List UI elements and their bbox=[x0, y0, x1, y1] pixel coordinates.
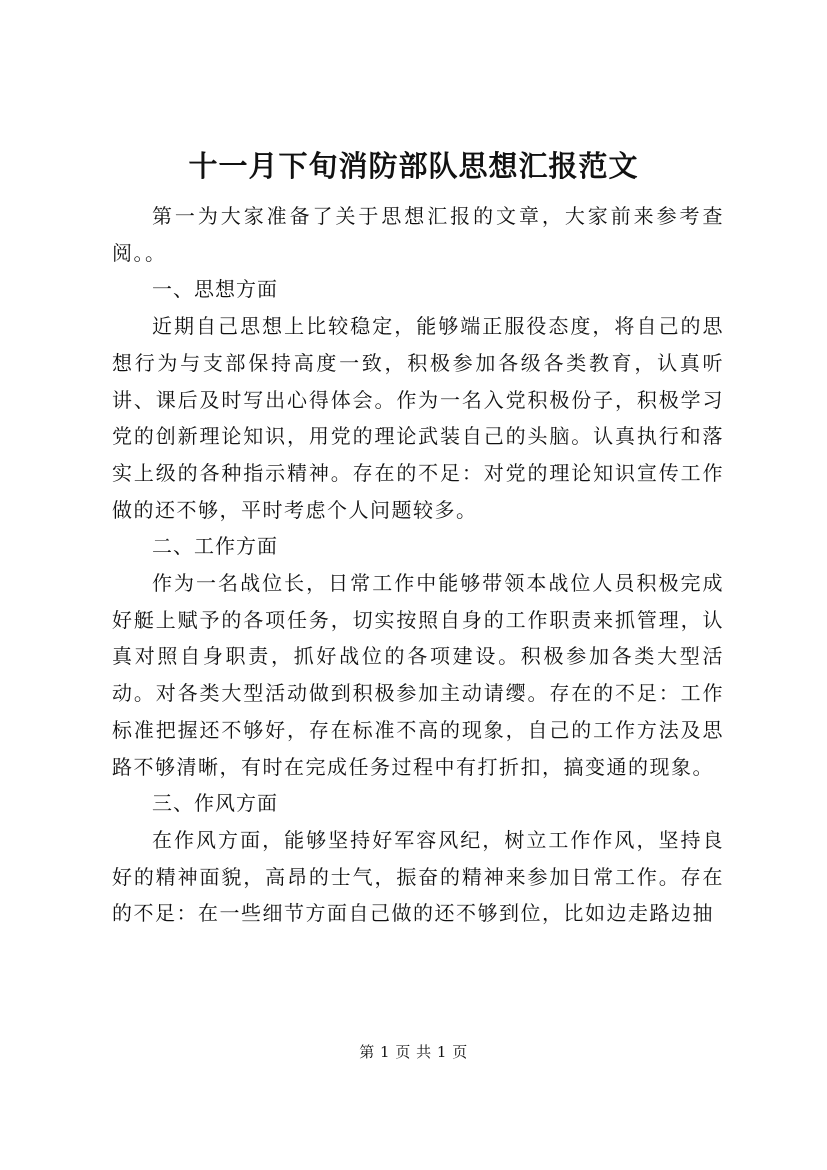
section-body-thought: 近期自己思想上比较稳定，能够端正服役态度，将自己的思想行为与支部保持高度一致，积极参加各级各类教育，认真听讲、课后及时写出心得体会。作为一名入党积极份子，积极学习党的创新理论知识，用党的理论武装自己的头脑。认真执行和落实上级的各种指示精神。存在的不足：对党的理论知识宣传工作做的还不够，平时考虑个人问题较多。 bbox=[112, 314, 724, 522]
section-heading-style: 三、作风方面 bbox=[152, 791, 278, 816]
section-heading-work: 二、工作方面 bbox=[152, 534, 278, 559]
document-body bbox=[112, 198, 724, 932]
section-body-style: 在作风方面，能够坚持好军容风纪，树立工作作风，坚持良好的精神面貌，高昂的士气，振奋的精神来参加日常工作。存在的不足：在一些细节方面自己做的还不够到位，比如边走路边抽 bbox=[112, 827, 724, 926]
document-title: 十一月下旬消防部队思想汇报范文 bbox=[188, 149, 639, 183]
page-number-footer: 第 1 页 共 1 页 bbox=[359, 1043, 468, 1061]
section-heading-thought: 一、思想方面 bbox=[152, 277, 278, 302]
intro-paragraph: 第一为大家准备了关于思想汇报的文章，大家前来参考查阅。。 bbox=[112, 204, 724, 265]
section-body-work: 作为一名战位长，日常工作中能够带领本战位人员积极完成好艇上赋予的各项任务，切实按照自身的工作职责来抓管理，认真对照自身职责，抓好战位的各项建设。积极参加各类大型活动。对各类大型活动做到积极参加主动请缨。存在的不足：工作标准把握还不够好，存在标准不高的现象，自己的工作方法及思路不够清晰，有时在完成任务过程中有打折扣，搞变通的现象。 bbox=[112, 571, 724, 779]
